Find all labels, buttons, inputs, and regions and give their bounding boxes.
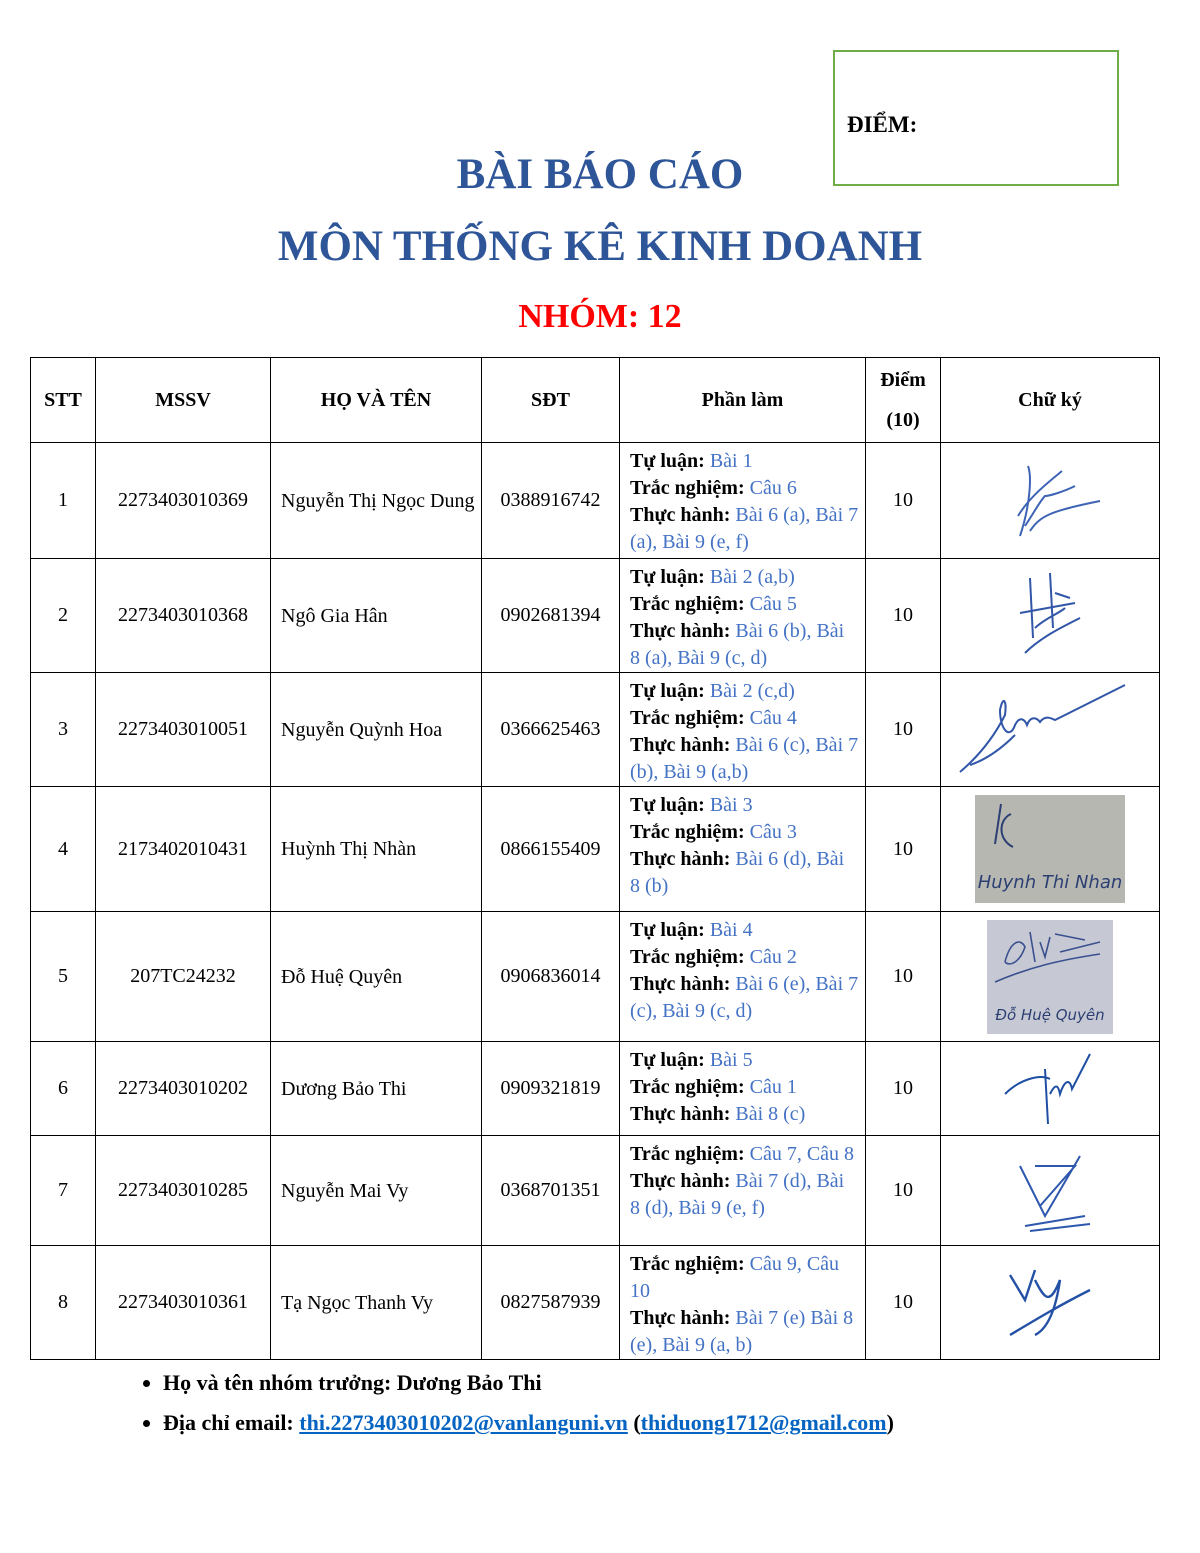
cell-task [620,559,866,673]
task-label: Trắc nghiệm: [630,1253,745,1275]
cell-score: 10 [866,443,941,559]
signature-image [990,456,1110,546]
email-paren-close: ) [886,1410,894,1435]
cell-name: Nguyễn Mai Vy [271,1136,482,1246]
cell-name: Nguyễn Quỳnh Hoa [271,673,482,787]
signature-image [1005,1146,1095,1236]
header-mssv: MSSV [96,358,271,443]
signature-image [1000,1049,1100,1129]
cell-mssv: 2273403010361 [96,1246,271,1360]
table-row [31,1136,1160,1246]
task-value: Bài 6 (a), Bài 7 (a), Bài 9 (e, f) [630,504,859,553]
signature-image [1000,1260,1100,1345]
header-signature: Chữ ký [941,358,1160,443]
task-value: Câu 2 [744,946,797,968]
task-label: Trắc nghiệm: [630,477,745,499]
cell-score: 10 [866,787,941,912]
signature-handwriting: Huynh Thi Nhan [977,872,1123,893]
cell-score: 10 [866,912,941,1042]
cell-signature [941,787,1160,912]
task-label: Tự luận: [630,450,705,472]
member-table [30,357,1160,1360]
cell-signature [941,559,1160,673]
task-value: Câu 4 [744,707,797,729]
task-label: Trắc nghiệm: [630,946,745,968]
task-value: Câu 3 [744,821,797,843]
cell-score: 10 [866,1246,941,1360]
table-row [31,443,1160,559]
task-label: Tự luận: [630,680,705,702]
task-value: Bài 1 [704,450,753,472]
cell-signature [941,1246,1160,1360]
task-value: Bài 7 (e) Bài 8 (e), Bài 9 (a, b) [630,1307,854,1356]
header-score-line2: (10) [886,409,920,431]
subject-title: MÔN THỐNG KÊ KINH DOANH [277,223,923,270]
cell-task [620,1246,866,1360]
task-label: Thực hành: [630,848,731,870]
cell-phone: 0388916742 [482,443,620,559]
table-row [31,559,1160,673]
task-label: Trắc nghiệm: [630,593,745,615]
task-label: Trắc nghiệm: [630,821,745,843]
task-label: Trắc nghiệm: [630,707,745,729]
email-label: Địa chỉ email: [163,1410,300,1435]
task-label: Tự luận: [630,1049,705,1071]
task-label: Thực hành: [630,620,731,642]
task-value: Bài 7 (d), Bài 8 (d), Bài 9 (e, f) [630,1170,845,1219]
cell-phone: 0368701351 [482,1136,620,1246]
table-row [31,1042,1160,1136]
task-label: Tự luận: [630,794,705,816]
cell-score: 10 [866,673,941,787]
task-value: Bài 8 (c) [730,1103,806,1125]
cell-mssv: 2273403010202 [96,1042,271,1136]
cell-phone: 0906836014 [482,912,620,1042]
cell-name: Huỳnh Thị Nhàn [271,787,482,912]
signature-stroke [990,922,1110,992]
cell-mssv: 2173402010431 [96,787,271,912]
header-name: HỌ VÀ TÊN [271,358,482,443]
table-row [31,1246,1160,1360]
task-label: Trắc nghiệm: [630,1143,745,1165]
signature-stroke [981,799,1041,859]
task-value: Bài 3 [704,794,753,816]
header-phone: SĐT [482,358,620,443]
task-label: Thực hành: [630,1170,731,1192]
cell-mssv: 2273403010285 [96,1136,271,1246]
signature-handwriting: Đỗ Huệ Quyên [995,1005,1105,1024]
table-row [31,673,1160,787]
task-value: Câu 5 [744,593,797,615]
footer-list [143,1370,894,1450]
cell-name: Nguyễn Thị Ngọc Dung [271,443,482,559]
task-value: Bài 6 (e), Bài 7 (c), Bài 9 (c, d) [630,973,859,1022]
table-row [31,787,1160,912]
cell-stt: 4 [31,787,96,912]
task-label: Thực hành: [630,1307,731,1329]
cell-mssv: 2273403010368 [96,559,271,673]
cell-signature [941,1136,1160,1246]
cell-score: 10 [866,1136,941,1246]
cell-phone: 0902681394 [482,559,620,673]
email-link-secondary[interactable]: thiduong1712@gmail.com [640,1410,887,1435]
cell-signature [941,912,1160,1042]
score-label: ĐIỂM: [847,112,918,137]
cell-phone: 0827587939 [482,1246,620,1360]
table-row [31,912,1160,1042]
task-value: Câu 9, Câu 10 [630,1253,840,1302]
cell-stt: 7 [31,1136,96,1246]
header-score-line1: Điểm [880,369,926,391]
cell-stt: 3 [31,673,96,787]
task-value: Câu 1 [744,1076,797,1098]
task-value: Bài 2 (a,b) [704,566,795,588]
cell-task [620,673,866,787]
table-header-row [31,358,1160,443]
group-number: NHÓM: 12 [518,298,682,335]
cell-score: 10 [866,1042,941,1136]
cell-phone: 0366625463 [482,673,620,787]
cell-mssv: 2273403010369 [96,443,271,559]
cell-stt: 2 [31,559,96,673]
task-value: Bài 5 [704,1049,753,1071]
task-value: Bài 6 (d), Bài 8 (b) [630,848,845,897]
cell-name: Tạ Ngọc Thanh Vy [271,1246,482,1360]
task-label: Thực hành: [630,973,731,995]
task-label: Thực hành: [630,734,731,756]
cell-task [620,1042,866,1136]
task-label: Trắc nghiệm: [630,1076,745,1098]
task-label: Tự luận: [630,919,705,941]
cell-phone: 0866155409 [482,787,620,912]
signature-image [955,680,1145,780]
task-value: Bài 2 (c,d) [704,680,795,702]
cell-stt: 5 [31,912,96,1042]
signature-photo [987,920,1113,1034]
report-title: BÀI BÁO CÁO [456,151,744,198]
leader-name: Dương Bảo Thi [396,1370,542,1395]
cell-name: Ngô Gia Hân [271,559,482,673]
email-paren-open: ( [627,1410,641,1435]
cell-task [620,1136,866,1246]
email-link-primary[interactable]: thi.2273403010202@vanlanguni.vn [299,1410,628,1435]
email-item [163,1410,894,1436]
task-value: Bài 6 (b), Bài 8 (a), Bài 9 (c, d) [630,620,845,669]
task-value: Bài 4 [704,919,753,941]
cell-task [620,787,866,912]
header-score [866,358,941,443]
task-value: Câu 6 [744,477,797,499]
cell-signature [941,673,1160,787]
header-stt: STT [31,358,96,443]
cell-phone: 0909321819 [482,1042,620,1136]
signature-photo [975,795,1125,903]
cell-stt: 1 [31,443,96,559]
cell-score: 10 [866,559,941,673]
cell-stt: 8 [31,1246,96,1360]
cell-signature [941,443,1160,559]
cell-mssv: 2273403010051 [96,673,271,787]
leader-label: Họ và tên nhóm trưởng: [163,1370,397,1395]
header-task: Phần làm [620,358,866,443]
task-value: Bài 6 (c), Bài 7 (b), Bài 9 (a,b) [630,734,859,783]
cell-name: Dương Bảo Thi [271,1042,482,1136]
signature-image [1005,568,1095,663]
task-label: Thực hành: [630,1103,731,1125]
cell-task [620,912,866,1042]
task-label: Thực hành: [630,504,731,526]
cell-signature [941,1042,1160,1136]
cell-mssv: 207TC24232 [96,912,271,1042]
cell-name: Đỗ Huệ Quyên [271,912,482,1042]
leader-item [163,1370,894,1396]
task-label: Tự luận: [630,566,705,588]
cell-task [620,443,866,559]
cell-stt: 6 [31,1042,96,1136]
task-value: Câu 7, Câu 8 [744,1143,855,1165]
